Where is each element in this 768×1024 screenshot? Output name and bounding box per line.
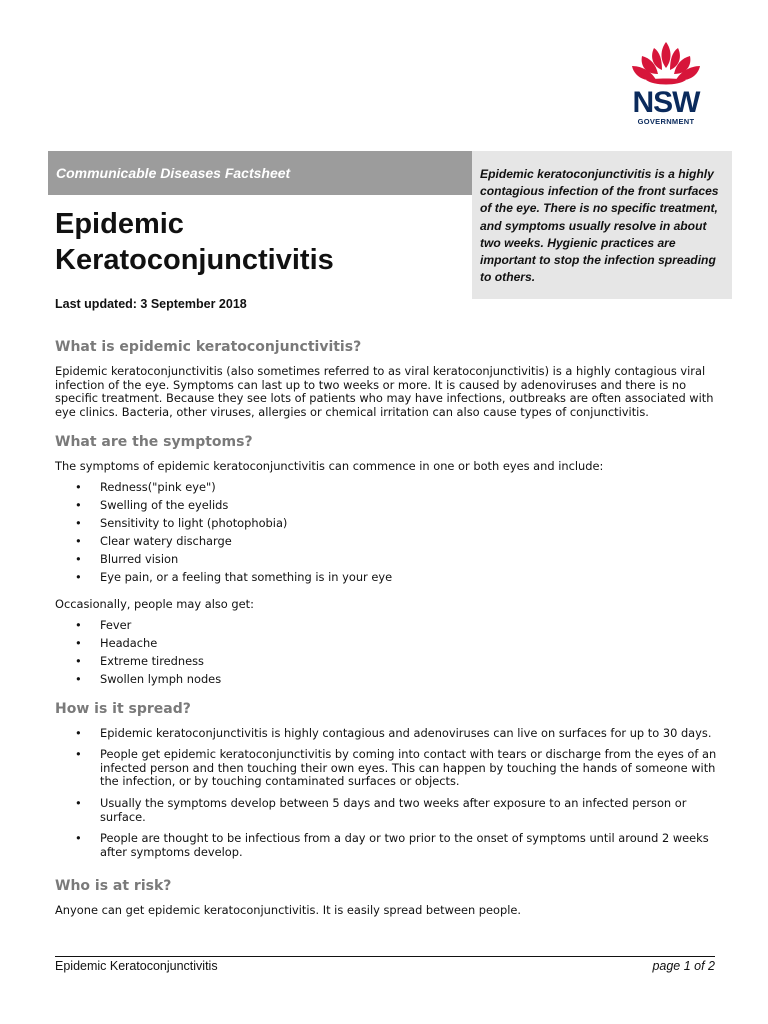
page-number: page 1 of 2 — [652, 959, 715, 973]
symptoms-intro: The symptoms of epidemic keratoconjunctivitis can commence in one or both eyes and include: — [55, 459, 604, 474]
list-item: • Usually the symptoms develop between 5 days and two weeks after exposure to an infected person or surface. — [75, 795, 687, 824]
logo-government-text: GOVERNMENT — [637, 117, 695, 126]
list-item: • Headache — [75, 635, 158, 650]
section-heading-symptoms: What are the symptoms? — [55, 434, 253, 451]
section-heading-what: What is epidemic keratoconjunctivitis? — [55, 339, 362, 355]
list-item: • Eye pain, or a feeling that something is in your eye — [75, 569, 393, 584]
symptoms-list-2 — [55, 616, 723, 688]
footer-title: Epidemic Keratoconjunctivitis — [55, 959, 218, 973]
list-item: • Swollen lymph nodes — [75, 671, 222, 686]
list-item: • People are thought to be infectious from a day or two prior to the onset of symptoms until around 2 weeks after symptoms develop. — [75, 831, 709, 859]
section-heading-risk: Who is at risk? — [55, 878, 172, 895]
logo-nsw-text: NSW — [632, 86, 700, 119]
list-item: • People get epidemic keratoconjunctivitis by coming into contact with tears or discharge from the eyes of an infected person and then touching their own eyes. This can happen by touching the hands of someone with the infection, or by touching contaminated surfaces or objects. — [75, 747, 717, 789]
list-item: • Swelling of the eyelids — [75, 497, 229, 512]
waratah-flower-icon — [624, 40, 708, 88]
list-item: • Fever — [75, 617, 132, 632]
spread-list — [55, 727, 723, 860]
list-item: • Redness("pink eye") — [75, 479, 216, 494]
list-item: • Blurred vision — [75, 551, 179, 566]
factsheet-banner — [48, 151, 472, 195]
title-line-2: Keratoconjunctivitis — [55, 244, 334, 276]
page-title — [55, 206, 455, 278]
list-item: • Epidemic keratoconjunctivitis is highly contagious and adenoviruses can live on surfaces for up to 30 days. — [75, 725, 712, 740]
main-content — [55, 338, 723, 932]
banner-label: Communicable Diseases Factsheet — [56, 165, 291, 181]
summary-box: Epidemic keratoconjunctivitis is a highly contagious infection of the front surfaces of the eye. There is no specific treatment, and symptoms usually resolve in about two weeks. Hygienic practices are important to stop the infection spreading to others. — [472, 151, 732, 299]
last-updated: Last updated: 3 September 2018 — [55, 297, 247, 311]
section-body-risk: Anyone can get epidemic keratoconjunctivitis. It is easily spread between people. — [55, 903, 522, 918]
nsw-government-logo — [624, 40, 708, 130]
list-item: • Extreme tiredness — [75, 653, 204, 668]
symptoms-intro-2: Occasionally, people may also get: — [55, 596, 254, 611]
list-item: • Clear watery discharge — [75, 533, 232, 548]
symptoms-list — [55, 478, 723, 586]
page-footer — [55, 956, 715, 977]
title-line-1: Epidemic — [55, 208, 184, 240]
list-item: • Sensitivity to light (photophobia) — [75, 515, 288, 530]
section-body-what: Epidemic keratoconjunctivitis (also sometimes referred to as viral keratoconjunctivitis) is a highly contagious viral infection of the eye. Symptoms can last up to two weeks or more. It is caused by adenoviruses and there is no specific treatment. Because they see lots of patients who may have infections, outbreaks are often associated with eye clinics. Bacteria, other viruses, allergies or chemical irritation can also cause types of conjunctivitis. — [55, 364, 714, 419]
section-heading-spread: How is it spread? — [55, 700, 191, 717]
